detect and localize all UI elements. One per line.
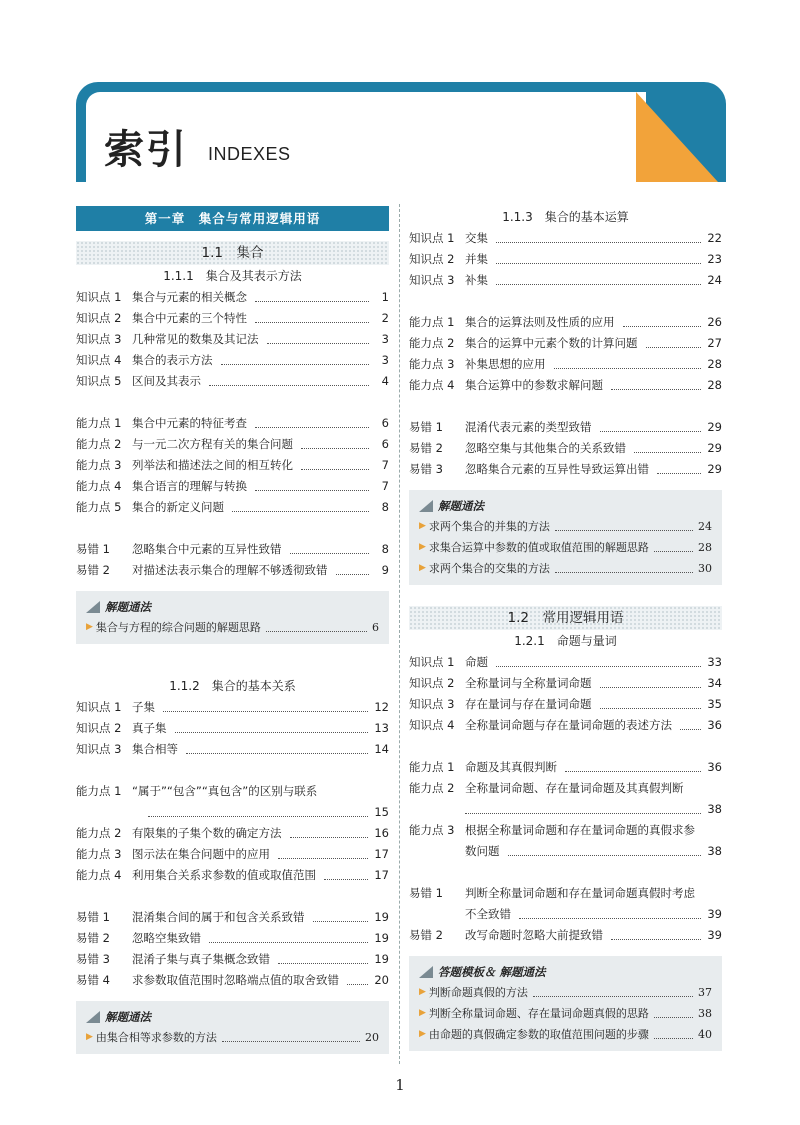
entry-page: 7 xyxy=(381,458,389,472)
entry-page: 3 xyxy=(381,353,389,367)
entry-text: 子集 xyxy=(132,700,155,714)
entry-text: 集合中元素的特征考查 xyxy=(132,416,247,430)
entry-text: 集合的表示方法 xyxy=(132,353,213,367)
ability-list xyxy=(409,312,722,396)
entry-label: 易错 1 xyxy=(409,886,443,900)
entry-label: 能力点 1 xyxy=(409,760,455,774)
method-entry[interactable] xyxy=(419,1003,712,1024)
entry-page: 9 xyxy=(381,563,389,577)
entry-page: 3 xyxy=(381,332,389,346)
entry-label: 能力点 4 xyxy=(76,479,122,493)
arrow-icon: ▶ xyxy=(86,622,93,632)
index-entry[interactable] xyxy=(76,434,389,455)
ability-list xyxy=(76,781,389,886)
entry-page: 30 xyxy=(698,562,712,575)
entry-text: 集合的运算法则及性质的应用 xyxy=(465,315,615,329)
entry-text: 不全致错 xyxy=(465,907,511,921)
entry-page: 19 xyxy=(374,952,389,966)
entry-page: 27 xyxy=(707,336,722,350)
entry-page: 24 xyxy=(698,520,712,533)
entry-label: 知识点 2 xyxy=(76,721,122,735)
entry-label: 能力点 1 xyxy=(76,416,122,430)
method-box-title: 解题通法 xyxy=(438,499,484,513)
entry-text: 由命题的真假确定参数的取值范围问题的步骤 xyxy=(428,1028,649,1041)
entry-label: 易错 2 xyxy=(409,441,443,455)
subsection-heading: 1.1.1 集合及其表示方法 xyxy=(163,269,302,283)
entry-page: 38 xyxy=(707,802,722,816)
method-box-title: 答题模板＆ 解题通法 xyxy=(438,965,546,979)
arrow-icon: ▶ xyxy=(419,1029,426,1039)
error-list xyxy=(76,907,389,991)
index-entry[interactable] xyxy=(409,925,722,946)
index-entry[interactable] xyxy=(76,497,389,518)
index-entry-continued[interactable] xyxy=(409,841,722,862)
entry-text: 有限集的子集个数的确定方法 xyxy=(132,826,282,840)
entry-label: 知识点 1 xyxy=(76,700,122,714)
entry-label: 易错 2 xyxy=(76,931,110,945)
entry-text: 存在量词与存在量词命题 xyxy=(465,697,592,711)
pen-icon xyxy=(86,601,100,613)
index-entry[interactable] xyxy=(409,333,722,354)
entry-label: 能力点 5 xyxy=(76,500,122,514)
entry-label: 能力点 4 xyxy=(409,378,455,392)
entry-text: 补集 xyxy=(465,273,488,287)
index-entry[interactable] xyxy=(76,539,389,560)
index-entry[interactable] xyxy=(76,949,389,970)
page-title: 索引 xyxy=(104,127,188,173)
index-entry[interactable] xyxy=(409,249,722,270)
entry-text: 集合中元素的三个特性 xyxy=(132,311,247,325)
entry-label: 能力点 2 xyxy=(76,437,122,451)
method-entry[interactable] xyxy=(419,537,712,558)
index-entry[interactable] xyxy=(409,820,722,841)
entry-label: 易错 2 xyxy=(409,928,443,942)
entry-label: 能力点 2 xyxy=(409,336,455,350)
method-box-title: 解题通法 xyxy=(105,1010,151,1024)
entry-page: 35 xyxy=(707,697,722,711)
method-box xyxy=(76,591,389,644)
entry-page: 6 xyxy=(381,437,389,451)
entry-page: 22 xyxy=(707,231,722,245)
entry-label: 知识点 3 xyxy=(76,332,122,346)
pen-icon xyxy=(419,500,433,512)
pen-icon xyxy=(419,966,433,978)
entry-label: 知识点 2 xyxy=(76,311,122,325)
entry-page: 28 xyxy=(707,378,722,392)
index-entry[interactable] xyxy=(409,228,722,249)
entry-text: 命题及其真假判断 xyxy=(465,760,557,774)
entry-text: 全称量词命题、存在量词命题及其真假判断 xyxy=(465,781,684,795)
method-box xyxy=(76,1001,389,1054)
entry-label: 易错 3 xyxy=(76,952,110,966)
entry-text: 判断全称量词命题、存在量词命题真假的思路 xyxy=(428,1007,649,1020)
index-entry[interactable] xyxy=(76,560,389,581)
entry-text: 混淆子集与真子集概念致错 xyxy=(132,952,270,966)
entry-label: 知识点 1 xyxy=(409,231,455,245)
knowledge-list xyxy=(409,652,722,736)
entry-text: 真子集 xyxy=(132,721,167,735)
entry-page: 36 xyxy=(707,760,722,774)
entry-text: 根据全称量词命题和存在量词命题的真假求参 xyxy=(465,823,695,837)
method-entry[interactable] xyxy=(419,1024,712,1045)
entry-page: 40 xyxy=(698,1028,712,1041)
entry-label: 易错 2 xyxy=(76,563,110,577)
entry-text: 命题 xyxy=(465,655,488,669)
page-number: 1 xyxy=(395,1076,405,1094)
index-entry[interactable] xyxy=(409,459,722,480)
entry-text: 全称量词命题与存在量词命题的表述方法 xyxy=(465,718,672,732)
entry-label: 能力点 4 xyxy=(76,868,122,882)
knowledge-list xyxy=(409,228,722,291)
entry-text: 数问题 xyxy=(465,844,500,858)
entry-label: 能力点 3 xyxy=(76,458,122,472)
entry-page: 13 xyxy=(374,721,389,735)
index-entry[interactable] xyxy=(76,718,389,739)
section-heading: 1.1 集合 xyxy=(76,241,389,265)
index-entry[interactable] xyxy=(76,350,389,371)
entry-text: 补集思想的应用 xyxy=(465,357,546,371)
entry-label: 能力点 1 xyxy=(76,784,122,798)
entry-text: 混淆代表元素的类型致错 xyxy=(465,420,592,434)
entry-page: 39 xyxy=(707,928,722,942)
entry-label: 易错 1 xyxy=(76,542,110,556)
index-entry[interactable] xyxy=(76,907,389,928)
left-column xyxy=(76,206,389,1054)
index-entry[interactable] xyxy=(76,287,389,308)
entry-page: 38 xyxy=(707,844,722,858)
index-entry[interactable] xyxy=(76,329,389,350)
entry-page: 1 xyxy=(381,290,389,304)
ability-list xyxy=(409,757,722,862)
entry-text: 判断全称量词命题和存在量词命题真假时考虑 xyxy=(465,886,695,900)
entry-text: 集合相等 xyxy=(132,742,178,756)
index-entry[interactable] xyxy=(409,715,722,736)
entry-label: 易错 1 xyxy=(409,420,443,434)
entry-text: 求两个集合的交集的方法 xyxy=(428,562,550,575)
method-entry[interactable] xyxy=(86,617,379,638)
method-box xyxy=(409,490,722,585)
knowledge-list xyxy=(76,287,389,392)
entry-label: 知识点 1 xyxy=(76,290,122,304)
entry-label: 能力点 2 xyxy=(76,826,122,840)
method-entry[interactable] xyxy=(419,558,712,579)
subsection-heading: 1.1.2 集合的基本关系 xyxy=(169,679,296,693)
index-entry[interactable] xyxy=(409,375,722,396)
entry-label: 易错 3 xyxy=(409,462,443,476)
entry-text: 对描述法表示集合的理解不够透彻致错 xyxy=(132,563,328,577)
entry-text: 几种常见的数集及其记法 xyxy=(132,332,259,346)
index-entry[interactable] xyxy=(76,844,389,865)
entry-text: 由集合相等求参数的方法 xyxy=(95,1031,217,1044)
index-entry[interactable] xyxy=(76,476,389,497)
entry-page: 19 xyxy=(374,931,389,945)
entry-text: 集合与元素的相关概念 xyxy=(132,290,247,304)
index-entry[interactable] xyxy=(76,697,389,718)
entry-text: 与一元二次方程有关的集合问题 xyxy=(132,437,293,451)
error-list xyxy=(409,417,722,480)
pen-icon xyxy=(86,1011,100,1023)
entry-text: 求参数取值范围时忽略端点值的取舍致错 xyxy=(132,973,339,987)
method-box xyxy=(409,956,722,1051)
entry-text: 集合运算中的参数求解问题 xyxy=(465,378,603,392)
index-entry[interactable] xyxy=(409,694,722,715)
entry-text: 求两个集合的并集的方法 xyxy=(428,520,550,533)
index-entry[interactable] xyxy=(409,652,722,673)
entry-page: 17 xyxy=(374,847,389,861)
corner-triangle-decoration xyxy=(636,92,718,182)
entry-page: 28 xyxy=(698,541,712,554)
entry-label: 易错 4 xyxy=(76,973,110,987)
entry-page: 6 xyxy=(381,416,389,430)
arrow-icon: ▶ xyxy=(419,987,426,997)
method-entry[interactable] xyxy=(86,1027,379,1048)
index-entry[interactable] xyxy=(76,371,389,392)
index-entry-continued[interactable] xyxy=(409,904,722,925)
entry-text: 区间及其表示 xyxy=(132,374,201,388)
entry-page: 4 xyxy=(381,374,389,388)
index-entry[interactable] xyxy=(76,739,389,760)
index-entry[interactable] xyxy=(409,354,722,375)
right-column xyxy=(409,206,722,1051)
index-entry[interactable] xyxy=(409,883,722,904)
entry-page: 23 xyxy=(707,252,722,266)
entry-page: 33 xyxy=(707,655,722,669)
index-entry[interactable] xyxy=(409,270,722,291)
entry-page: 2 xyxy=(381,311,389,325)
index-entry-continued[interactable] xyxy=(409,799,722,820)
index-entry[interactable] xyxy=(76,781,389,802)
entry-text: 改写命题时忽略大前提致错 xyxy=(465,928,603,942)
entry-label: 知识点 4 xyxy=(76,353,122,367)
index-entry[interactable] xyxy=(76,455,389,476)
entry-page: 8 xyxy=(381,542,389,556)
index-entry[interactable] xyxy=(409,778,722,799)
arrow-icon: ▶ xyxy=(419,563,426,573)
arrow-icon: ▶ xyxy=(419,542,426,552)
entry-label: 知识点 4 xyxy=(409,718,455,732)
entry-page: 37 xyxy=(698,986,712,999)
entry-label: 能力点 3 xyxy=(409,357,455,371)
entry-page: 6 xyxy=(372,621,379,634)
entry-text: 并集 xyxy=(465,252,488,266)
entry-text: 忽略集合元素的互异性导致运算出错 xyxy=(465,462,649,476)
entry-text: 图示法在集合问题中的应用 xyxy=(132,847,270,861)
entry-text: 求集合运算中参数的值或取值范围的解题思路 xyxy=(428,541,649,554)
entry-label: 知识点 3 xyxy=(76,742,122,756)
entry-page: 34 xyxy=(707,676,722,690)
entry-text: 忽略空集与其他集合的关系致错 xyxy=(465,441,626,455)
entry-text: 利用集合关系求参数的值或取值范围 xyxy=(132,868,316,882)
method-entry[interactable] xyxy=(419,516,712,537)
entry-page: 7 xyxy=(381,479,389,493)
entry-text: 混淆集合间的属于和包含关系致错 xyxy=(132,910,305,924)
entry-page: 38 xyxy=(698,1007,712,1020)
index-entry[interactable] xyxy=(76,823,389,844)
index-entry[interactable] xyxy=(409,417,722,438)
index-entry[interactable] xyxy=(409,757,722,778)
entry-page: 12 xyxy=(374,700,389,714)
entry-label: 能力点 1 xyxy=(409,315,455,329)
entry-text: 集合语言的理解与转换 xyxy=(132,479,247,493)
ability-list xyxy=(76,413,389,518)
entry-label: 知识点 2 xyxy=(409,676,455,690)
entry-text: 集合与方程的综合问题的解题思路 xyxy=(95,621,261,634)
entry-page: 29 xyxy=(707,462,722,476)
entry-text: 忽略空集致错 xyxy=(132,931,201,945)
entry-text: 集合的运算中元素个数的计算问题 xyxy=(465,336,638,350)
arrow-icon: ▶ xyxy=(419,1008,426,1018)
index-entry[interactable] xyxy=(76,970,389,991)
index-entry[interactable] xyxy=(76,865,389,886)
entry-label: 知识点 3 xyxy=(409,697,455,711)
index-entry[interactable] xyxy=(409,673,722,694)
entry-text: 判断命题真假的方法 xyxy=(428,986,528,999)
entry-page: 8 xyxy=(381,500,389,514)
page-subtitle: INDEXES xyxy=(208,144,291,164)
entry-page: 20 xyxy=(365,1031,379,1044)
chapter-heading: 第一章 集合与常用逻辑用语 xyxy=(76,206,389,231)
entry-page: 36 xyxy=(707,718,722,732)
entry-text: “属于”“包含”“真包含”的区别与联系 xyxy=(132,784,318,798)
subsection-heading: 1.2.1 命题与量词 xyxy=(514,634,617,648)
entry-text: 全称量词与全称量词命题 xyxy=(465,676,592,690)
index-entry[interactable] xyxy=(409,438,722,459)
method-entry[interactable] xyxy=(419,982,712,1003)
entry-page: 39 xyxy=(707,907,722,921)
entry-label: 能力点 3 xyxy=(76,847,122,861)
entry-text: 列举法和描述法之间的相互转化 xyxy=(132,458,293,472)
entry-page: 24 xyxy=(707,273,722,287)
entry-page: 28 xyxy=(707,357,722,371)
arrow-icon: ▶ xyxy=(419,521,426,531)
entry-text: 集合的新定义问题 xyxy=(132,500,224,514)
method-box-title: 解题通法 xyxy=(105,600,151,614)
entry-page: 29 xyxy=(707,420,722,434)
entry-page: 19 xyxy=(374,910,389,924)
arrow-icon: ▶ xyxy=(86,1032,93,1042)
error-list xyxy=(76,539,389,581)
section-heading: 1.2 常用逻辑用语 xyxy=(409,606,722,630)
entry-label: 知识点 5 xyxy=(76,374,122,388)
subsection-heading: 1.1.3 集合的基本运算 xyxy=(502,210,629,224)
entry-page: 15 xyxy=(374,805,389,819)
entry-page: 29 xyxy=(707,441,722,455)
entry-label: 知识点 2 xyxy=(409,252,455,266)
entry-label: 能力点 3 xyxy=(409,823,455,837)
entry-page: 14 xyxy=(374,742,389,756)
index-entry[interactable] xyxy=(76,928,389,949)
index-entry[interactable] xyxy=(76,308,389,329)
entry-page: 17 xyxy=(374,868,389,882)
entry-label: 易错 1 xyxy=(76,910,110,924)
entry-text: 忽略集合中元素的互异性致错 xyxy=(132,542,282,556)
knowledge-list xyxy=(76,697,389,760)
index-entry-continued[interactable] xyxy=(76,802,389,823)
index-entry[interactable] xyxy=(76,413,389,434)
column-divider xyxy=(399,204,400,1064)
entry-page: 20 xyxy=(374,973,389,987)
entry-label: 知识点 3 xyxy=(409,273,455,287)
error-list xyxy=(409,883,722,946)
entry-page: 26 xyxy=(707,315,722,329)
index-entry[interactable] xyxy=(409,312,722,333)
entry-page: 16 xyxy=(374,826,389,840)
entry-label: 能力点 2 xyxy=(409,781,455,795)
entry-label: 知识点 1 xyxy=(409,655,455,669)
entry-text: 交集 xyxy=(465,231,488,245)
